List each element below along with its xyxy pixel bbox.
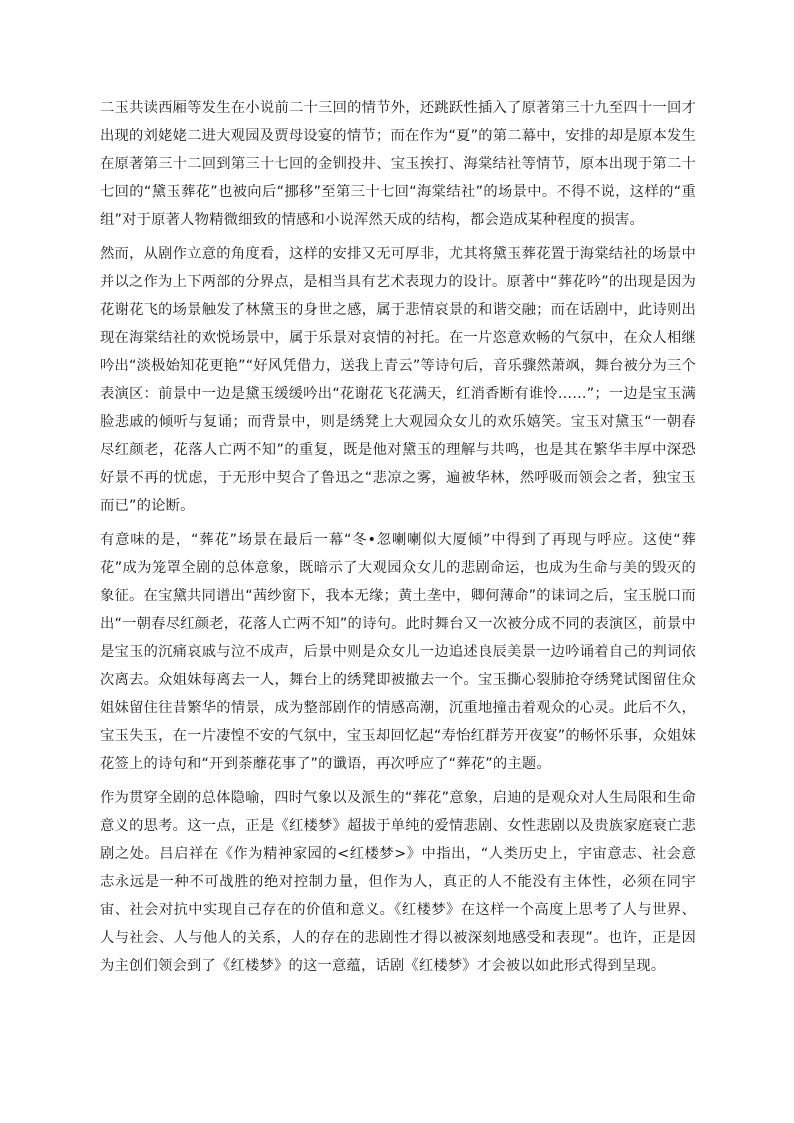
- paragraph-4: 作为贯穿全剧的总体隐喻，四时气象以及派生的“葬花”意象，启迪的是观众对人生局限和生命意义的思考。这一点，正是《红楼梦》超拔于单纯的爱情悲剧、女性悲剧以及贵族家庭衰亡悲剧之处。吕启祥在《作为精神家园的<红楼梦>》中指出，“人类历史上，宇宙意志、社会意志永远是一种不可战胜的绝对控制力量，但作为人，真正的人不能没有主体性，必须在同宇宙、社会对抗中实现自己存在的价值和意义。《红楼梦》在这样一个高度上思考了人与世界、人与社会、人与他人的关系，人的存在的悲剧性才得以被深刻地感受和表现”。也许，正是因为主创们领会到了《红楼梦》的这一意蕴，话剧《红楼梦》才会被以如此形式得到呈现。: [100, 790, 696, 974]
- paragraph-1: 二玉共读西厢等发生在小说前二十三回的情节外，还跳跃性插入了原著第三十九至四十一回才出现的刘姥姥二进大观园及贾母设宴的情节；而在作为“夏”的第二幕中，安排的却是原本发生在原著第三十二回到第三十七回的金钏投井、宝玉挨打、海棠结社等情节，原本出现于第二十七回的“黛玉葬花”也被向后“挪移”至第三十七回“海棠结社”的场景中。不得不说，这样的“重组”对于原著人物精微细致的情感和小说浑然天成的结构，都会造成某种程度的损害。: [100, 100, 696, 228]
- paragraph-3: 有意味的是，“葬花”场景在最后一幕“冬•忽喇喇似大厦倾”中得到了再现与呼应。这使“葬花”成为笼罩全剧的总体意象，既暗示了大观园众女儿的悲剧命运，也成为生命与美的毁灭的象征。在宝黛共同谱出“茜纱窗下，我本无缘；黄土垄中，卿何薄命”的诔词之后，宝玉脱口而出“一朝春尽红颜老，花落人亡两不知”的诗句。此时舞台又一次被分成不同的表演区，前景中是宝玉的沉痛哀戚与泣不成声，后景中则是众女儿一边追述良辰美景一边吟诵着自己的判词依次离去。众姐妹每离去一人，舞台上的绣凳即被撤去一个。宝玉撕心裂肺抢夺绣凳试图留住众姐妹留住往昔繁华的情景，成为整部剧作的情感高潮，沉重地撞击着观众的心灵。此后不久，宝玉失玉，在一片凄惶不安的气氛中，宝玉却回忆起“寿怡红群芳开夜宴”的畅怀乐事，众姐妹花签上的诗句和“开到荼蘼花事了”的谶语，再次呼应了“葬花”的主题。: [100, 532, 696, 772]
- paragraph-2: 然而，从剧作立意的角度看，这样的安排又无可厚非，尤其将黛玉葬花置于海棠结社的场景中并以之作为上下两部的分界点，是相当具有艺术表现力的设计。原著中“葬花吟”的出现是因为花谢花飞的场景触发了林黛玉的身世之感，属于悲情哀景的和谐交融；而在话剧中，此诗则出现在海棠结社的欢悦场景中，属于乐景对哀情的衬托。在一片恣意欢畅的气氛中，在众人相继吟出“淡极始知花更艳”“好风凭借力，送我上青云”等诗句后，音乐骤然萧飒，舞台被分为三个表演区：前景中一边是黛玉缓缓吟出“花谢花飞花满天，红消香断有谁怜……”；一边是宝玉满脸悲戚的倾听与复诵；而背景中，则是绣凳上大观园众女儿的欢乐嬉笑。宝玉对黛玉“一朝春尽红颜老，花落人亡两不知”的重复，既是他对黛玉的理解与共鸣，也是其在繁华丰厚中深恐好景不再的忧虑，于无形中契合了鲁迅之“悲凉之雾，遍被华林，然呼吸而领会之者，独宝玉而已”的论断。: [100, 246, 696, 514]
- article-body: [100, 94, 696, 986]
